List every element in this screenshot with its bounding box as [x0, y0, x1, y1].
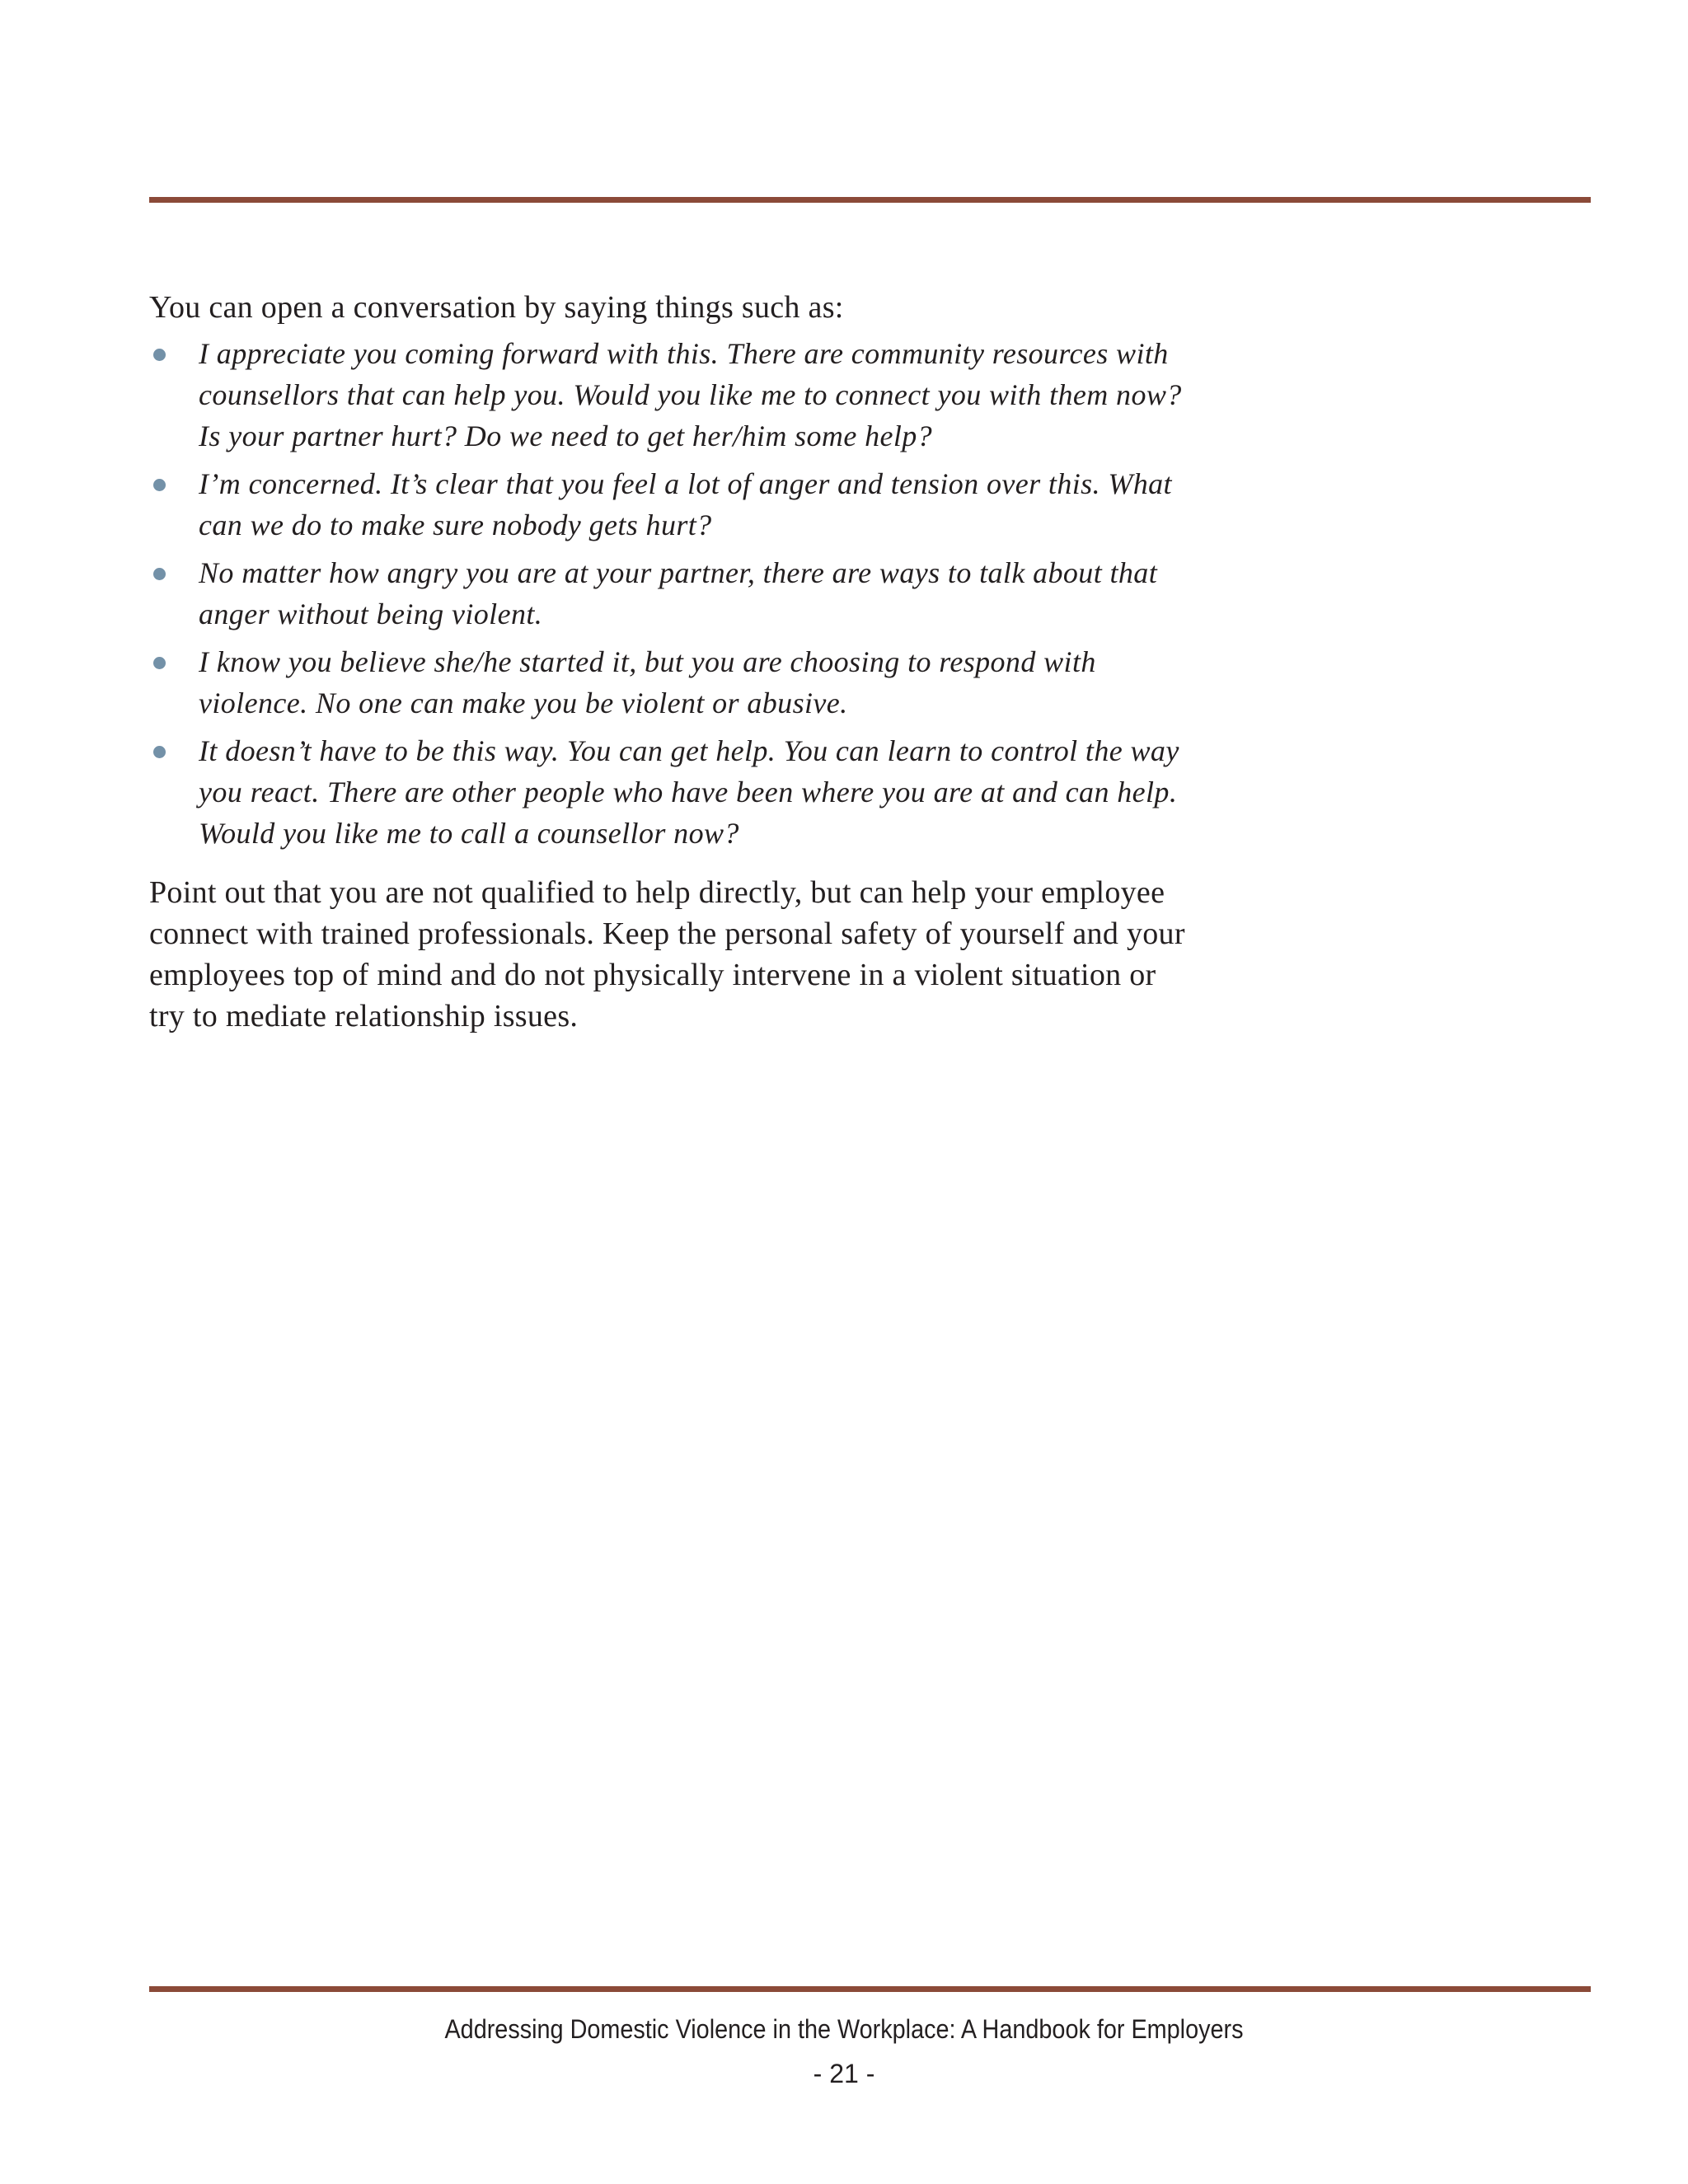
- example-phrases-list: [149, 333, 1188, 854]
- footer-title: Addressing Domestic Violence in the Workplace: A Handbook for Employers: [444, 2014, 1244, 2044]
- closing-paragraph: Point out that you are not qualified to help directly, but can help your employee connect with trained professionals. Keep the personal safety of yourself and your employees top of mind and do not physically intervene in a violent situation or try to mediate relationship issues.: [149, 875, 1185, 1033]
- header-rule: [149, 197, 1591, 203]
- list-item-text: I appreciate you coming forward with this. There are community resources with counsellors that can help you. Would you like me to connect you with them now? Is your partner hurt? Do we need to get her/him some help?: [199, 337, 1182, 452]
- bullet-icon: [153, 657, 166, 669]
- bullet-icon: [153, 568, 166, 580]
- list-item-text: No matter how angry you are at your partner, there are ways to talk about that anger without being violent.: [199, 556, 1158, 630]
- list-item: [149, 552, 1188, 635]
- bullet-icon: [153, 746, 166, 758]
- list-item-text: I’m concerned. It’s clear that you feel a lot of anger and tension over this. What can we do to make sure nobody gets hurt?: [199, 467, 1172, 541]
- bullet-icon: [153, 349, 166, 361]
- list-item-text: It doesn’t have to be this way. You can get help. You can learn to control the way you react. There are other people who have been where you are at and can help. Would you like me to call a counsellor now?: [199, 734, 1179, 850]
- page-number: - 21 -: [813, 2059, 875, 2088]
- list-item: [149, 463, 1188, 546]
- main-content: [149, 287, 1188, 1037]
- list-item-text: I know you believe she/he started it, but you are choosing to respond with violence. No one can make you be violent or abusive.: [199, 645, 1096, 719]
- list-item: [149, 333, 1188, 457]
- bullet-icon: [153, 479, 166, 491]
- footer-rule: [149, 1986, 1591, 1992]
- intro-paragraph: You can open a conversation by saying things such as:: [149, 290, 844, 325]
- list-item: [149, 641, 1188, 724]
- list-item: [149, 730, 1188, 854]
